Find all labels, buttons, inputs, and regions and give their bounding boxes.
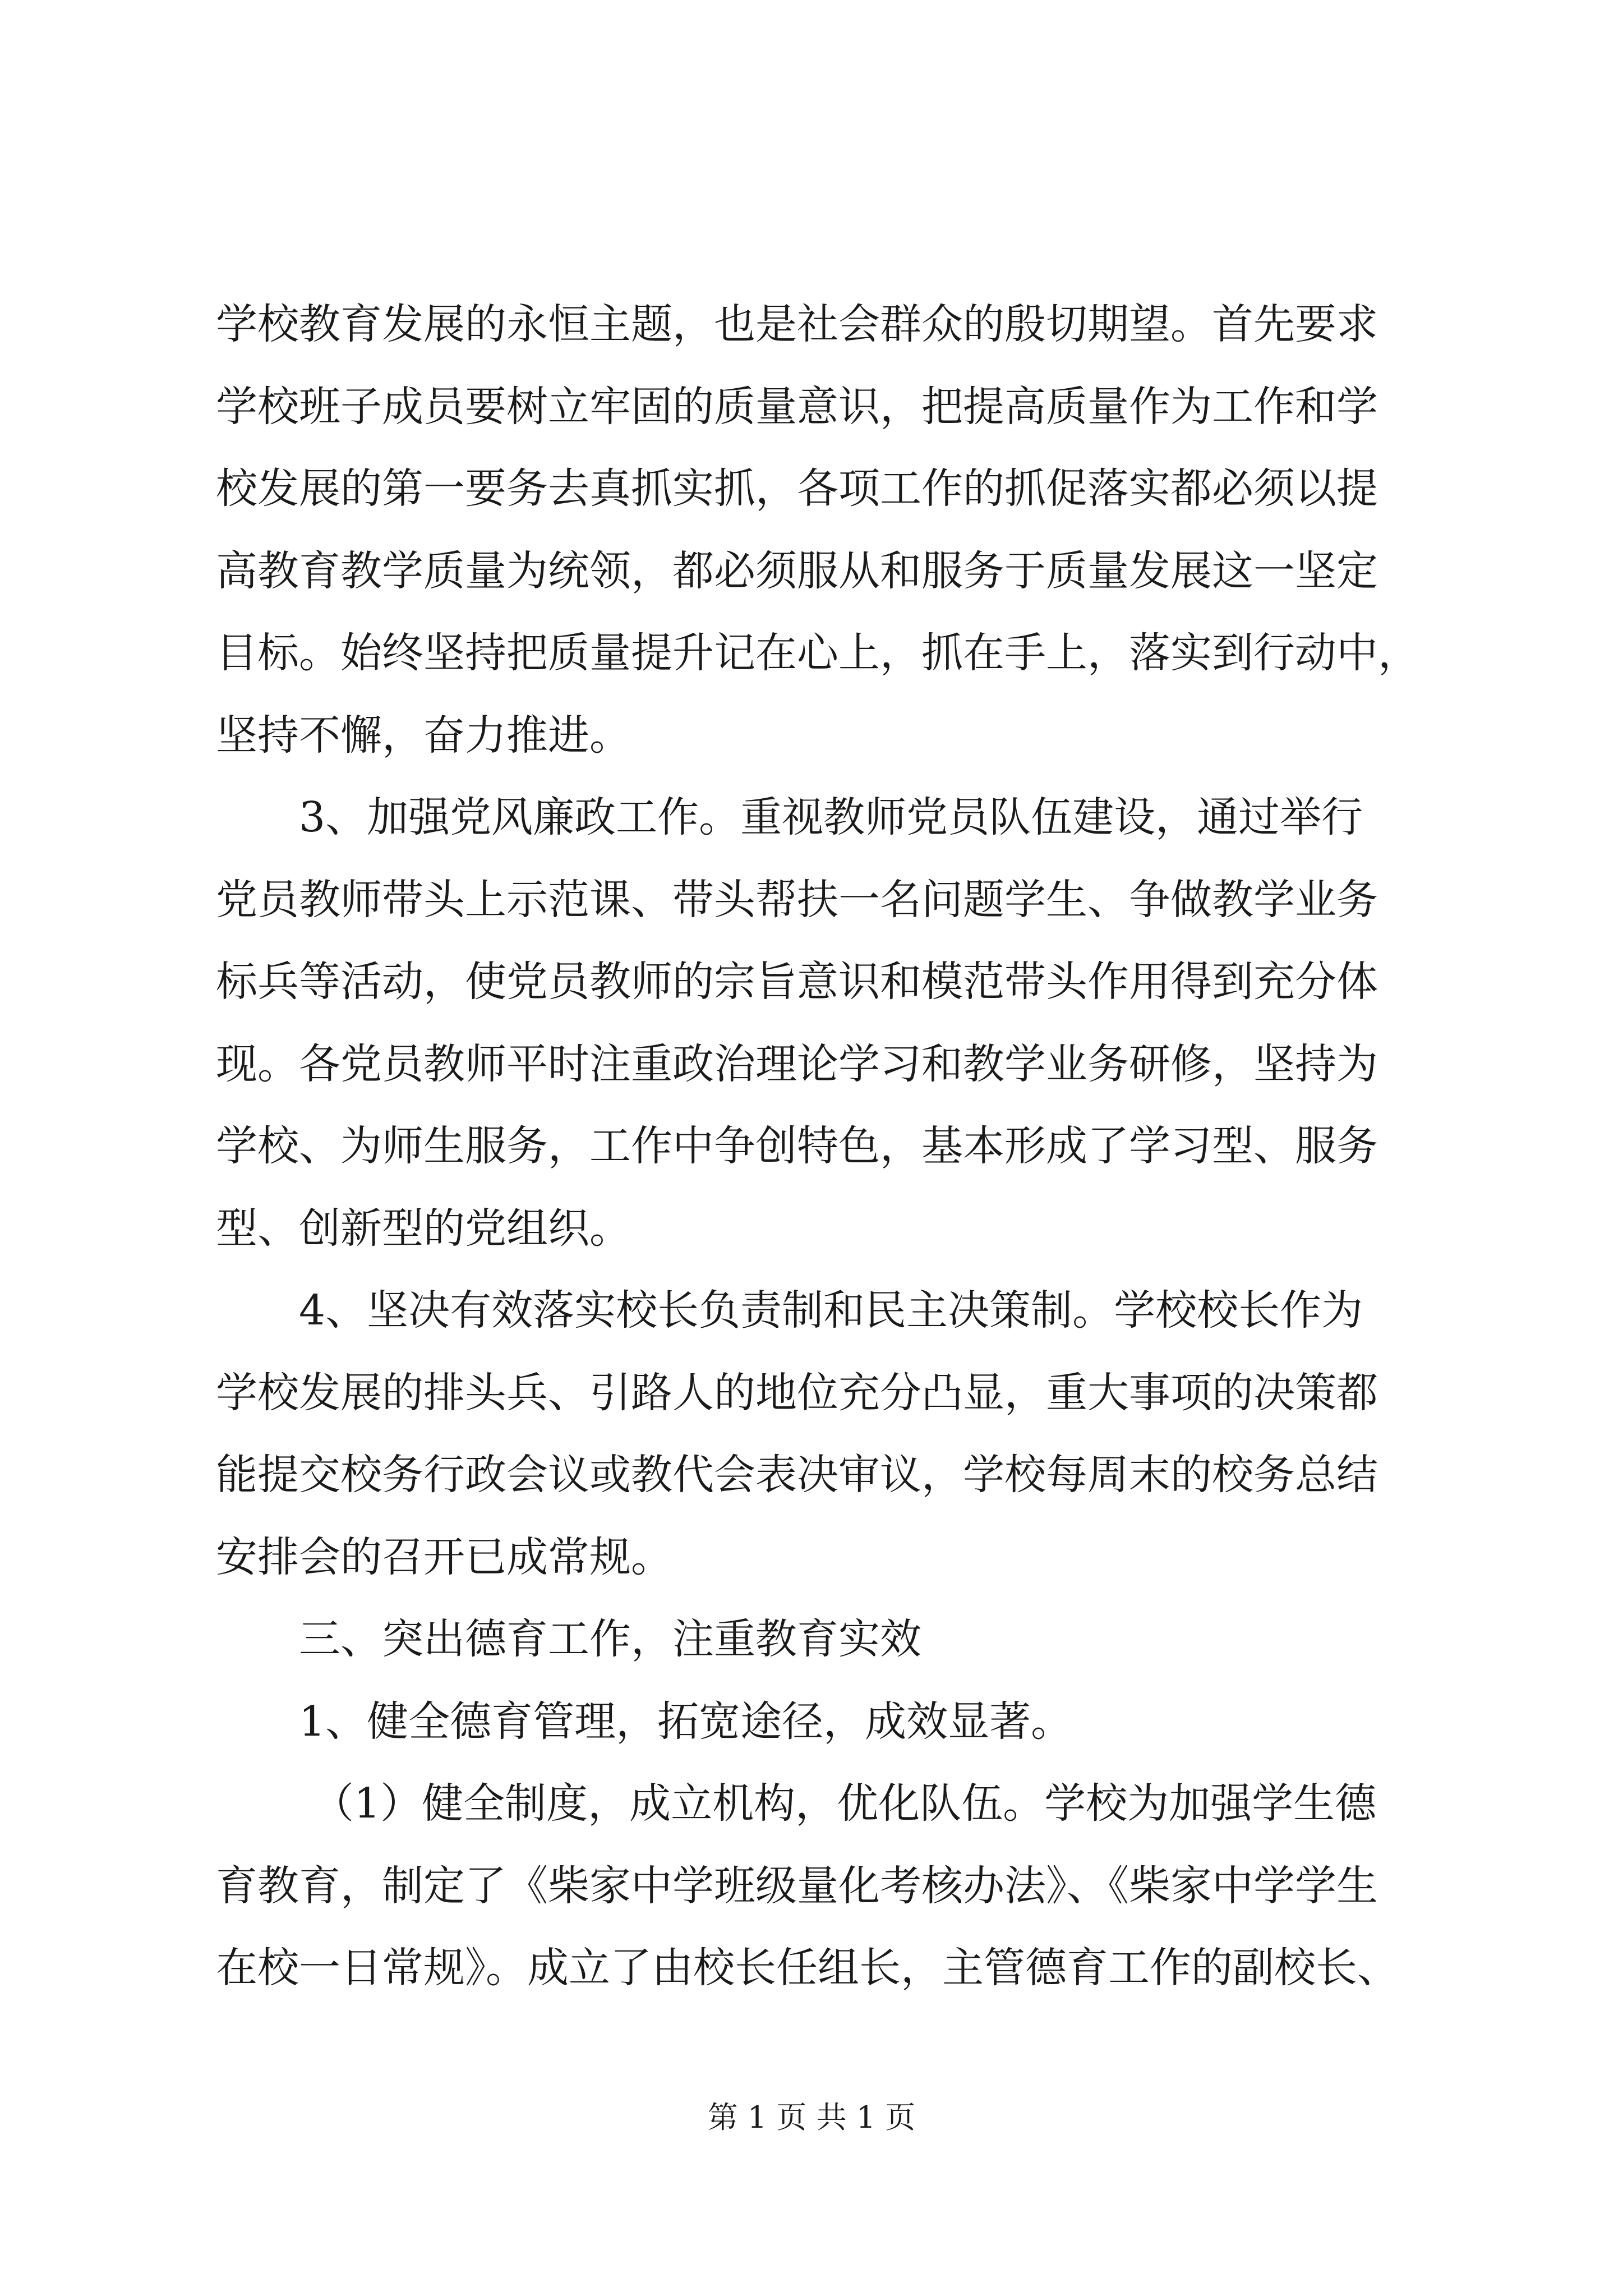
body-text: [216, 283, 1419, 2009]
text-line: 在校一日常规》。成立了由校长任组长，主管德育工作的副校长、: [216, 1944, 1399, 1992]
text-line: 坚持不懈，奋力推进。: [216, 711, 631, 760]
text-line: 学校教育发展的永恒主题，也是社会群众的殷切期望。首先要求: [216, 300, 1378, 348]
text-line: 校发展的第一要务去真抓实抓，各项工作的抓促落实都必须以提: [216, 464, 1378, 513]
text-line: 学校发展的排头兵、引路人的地位充分凸显，重大事项的决策都: [216, 1368, 1378, 1417]
text-line: 目标。始终坚持把质量提升记在心上，抓在手上，落实到行动中，: [216, 629, 1419, 677]
text-line: 学校、为师生服务，工作中争创特色，基本形成了学习型、服务: [216, 1122, 1378, 1170]
paragraph-4-first-line: 4、坚决有效落实校长负责制和民主决策制。学校校长作为: [299, 1286, 1363, 1335]
text-line: 能提交校务行政会议或教代会表决审议，学校每周末的校务总结: [216, 1451, 1378, 1499]
text-line: 高教育教学质量为统领，都必须服从和服务于质量发展这一坚定: [216, 546, 1378, 595]
section-heading: 三、突出德育工作，注重教育实效: [299, 1615, 921, 1663]
text-line: 现。各党员教师平时注重政治理论学习和教学业务研修，坚持为: [216, 1039, 1378, 1088]
item-1-first-line: （1）健全制度，成立机构，优化队伍。学校为加强学生德: [312, 1779, 1377, 1828]
text-line: 学校班子成员要树立牢固的质量意识，把提高质量作为工作和学: [216, 382, 1378, 431]
text-line: 安排会的召开已成常规。: [216, 1533, 672, 1581]
subsection-heading: 1、健全德育管理，拓宽途径，成效显著。: [299, 1697, 1073, 1746]
text-line: 型、创新型的党组织。: [216, 1204, 631, 1253]
text-line: 党员教师带头上示范课、带头帮扶一名问题学生、争做教学业务: [216, 875, 1378, 924]
text-line: 育教育，制定了《柴家中学班级量化考核办法》、《柴家中学学生: [216, 1861, 1378, 1910]
paragraph-3-first-line: 3、加强党风廉政工作。重视教师党员队伍建设，通过举行: [299, 793, 1363, 841]
text-line: 标兵等活动，使党员教师的宗旨意识和模范带头作用得到充分体: [216, 958, 1378, 1006]
page-number-footer: 第 1 页 共 1 页: [707, 2100, 916, 2135]
